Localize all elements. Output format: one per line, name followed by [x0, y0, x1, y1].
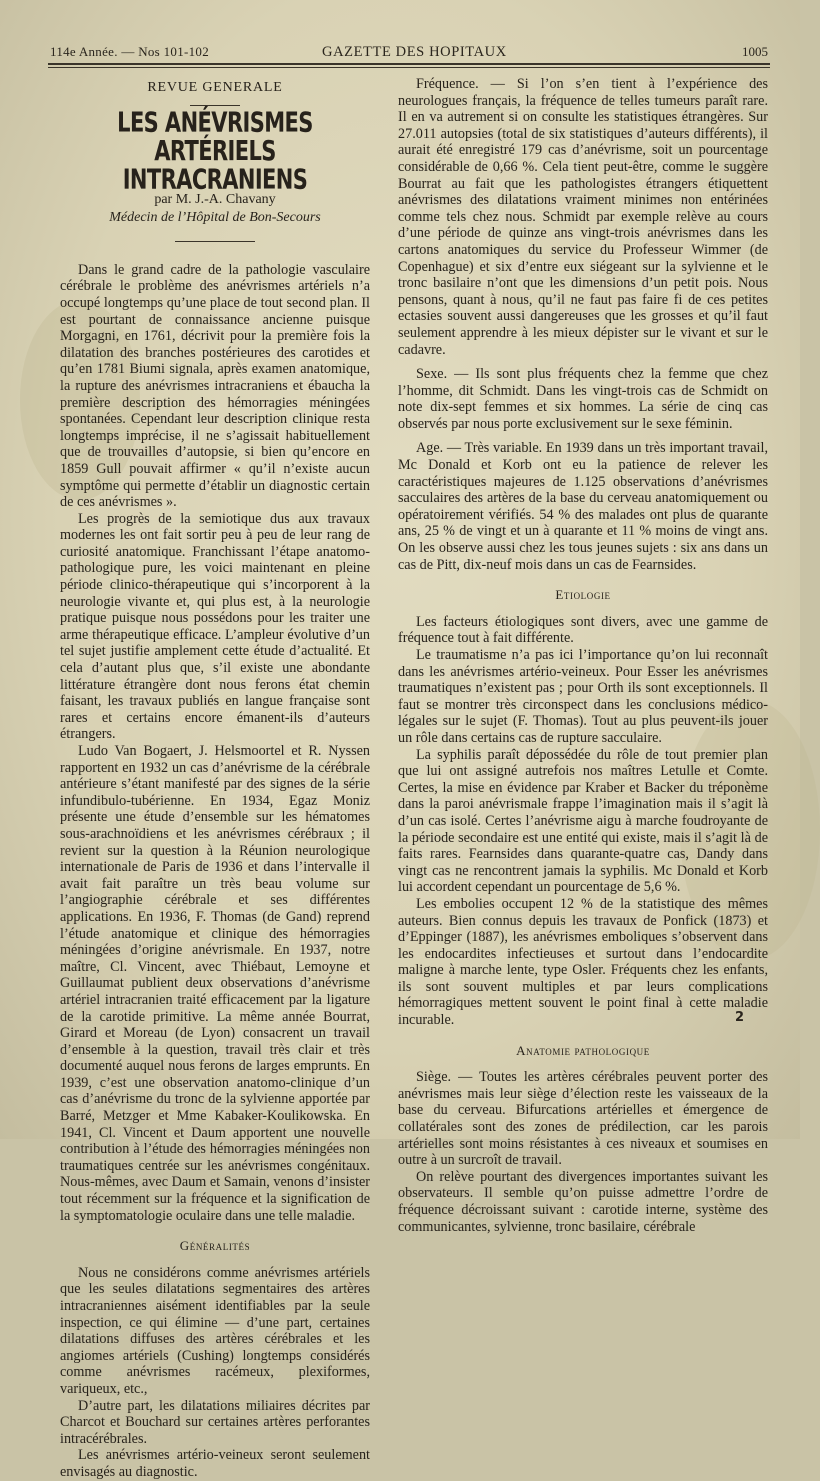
author-line: par M. J.-A. Chavany	[154, 191, 276, 207]
header-rule	[48, 63, 770, 65]
page-number: 1005	[742, 44, 768, 59]
journal-title: GAZETTE DES HOPITAUX	[322, 44, 507, 60]
paragraph: Les facteurs étiologiques sont divers, avec une gamme de fréquence tout à fait différente.	[398, 613, 768, 647]
paragraph-sexe: Sexe. — Ils sont plus fréquents chez la femme que chez l’homme, dit Schmidt. Dans les vingt-trois cas de Schmidt on note dix-sept femmes et six hommes. La série de cinq cas observés par nous porte exclusivement sur le sexe féminin.	[398, 366, 768, 432]
header-rule-thin	[48, 67, 770, 68]
paragraph-frequence: Fréquence. — Si l’on s’en tient à l’expérience des neurologues français, la fréquence de telles tumeurs paraît rare. Il en va autrement si on consulte les statistiques étrangères. Sur 27.011 autopsies (total de six statistiques d’auteurs différents), il aurait été enregistré 179 cas d’anévrisme, soit un pourcentage considérable de 0,66 %. Cela tient peut-être, comme le suggère Bourrat au fait que les pathologistes étrangers étiquettent anévrismes des dilatations vraiment minimes non entérinées comme tels chez nous. Schmidt par exemple relève au cours d’une période de quinze ans vingt-trois anévrismes dans les cartons anatomiques du service du Professeur Wimmer (de Copenhague) et six d’entre eux siégeant sur la sylvienne et le tronc basilaire n’ont que les dimensions d’un petit pois. Nous pensons, quant à nous, qu’il ne faut pas faire fi de ces petites ectasies souvent aussi dangereuses que les grosses et qu’il faut seulement apprendre à les mieux dépister sur le vivant et sur le cadavre.	[398, 76, 768, 358]
right-column	[398, 76, 768, 1235]
paragraph: La syphilis paraît dépossédée du rôle de tout premier plan que lui ont assigné autrefois nos maîtres Letulle et Comte. Certes, la mise en évidence par Kraber et Backer du tréponème dans la paroi anévrismale frappe l’imagination mais il s’agit là d’un cas isolé. Certes l’anévrisme aigu à marche foudroyante de la période secondaire est une entité qui existe, mais il s’agit là de faits rares. Fearnsides dans quarante-quatre cas, Dandy dans vingt cas ne rencontrent jamais la syphilis. Mc Donald et Korb lui accordent cependant un pourcentage de 5,6 %.	[398, 746, 768, 896]
article-headline: LES ANÉVRISMES ARTÉRIELS INTRACRANIENS	[117, 106, 313, 195]
paragraph: Dans le grand cadre de la pathologie vasculaire cérébrale le problème des anévrismes artériels n’a occupé longtemps qu’une place de tout second plan. Il est pourtant de connaissance ancienne puisque Morgagni, en 1761, décrivit pour la première fois la dilatation des branches postérieures des carotides et qu’en 1781 Biumi signala, après examen anatomique, la rupture des anévrismes intracraniens et ébaucha la première description des hémorragies méningées spontanées. Cependant leur description clinique resta longtemps imprécise, il ne s’agissait habituellement que de trouvailles d’autopsie, si bien qu’encore en 1859 Gull pouvait affirmer « qu’il n’existe aucun symptôme qui permette d’établir un diagnostic certain de ces anévrismes ».	[60, 261, 370, 511]
section-heading-etiologie: Etiologie	[555, 587, 611, 603]
paragraph: On relève pourtant des divergences importantes suivant les observateurs. Il semble qu’on puisse admettre l’ordre de fréquence décroissant suivant : carotide interne, système des communicantes, sylvienne, tronc basilaire, cérébrale	[398, 1168, 768, 1235]
title-rule	[175, 241, 255, 242]
section-heading-generalites: Généralités	[179, 1238, 251, 1254]
paragraph: Les anévrismes artério-veineux seront seulement envisagés au diagnostic.	[60, 1447, 370, 1480]
paragraph-age: Age. — Très variable. En 1939 dans un très important travail, Mc Donald et Korb ont eu la patience de relever les caractéristiques majeures de 1.125 observations d’anévrismes sacculaires des artères de la base du cerveau anatomiquement ou opératoirement vérifiés. 54 % des malades ont plus de quarante ans, 25 % de vingt et un à quarante et 11 % moins de vingt ans. On les observe aussi chez les tous jeunes sujets : six ans dans un cas de Pitt, dix-neuf mois dans un cas de Fearnsides.	[398, 440, 768, 573]
paragraph: Le traumatisme n’a pas ici l’importance qu’on lui reconnaît dans les anévrismes artério-veineux. Pour Esser les anévrismes traumatiques n’existent pas ; pour Orth ils sont exceptionnels. Il faut se montrer très circonspect dans les conclusions médico-légales sur le sujet (F. Thomas). Tout au plus peuvent-ils jouer un rôle dans certains cas de rupture sacculaire.	[398, 647, 768, 746]
rubric-rule	[190, 105, 240, 106]
left-column	[60, 76, 370, 1481]
section-heading-anatomie: Anatomie pathologique	[516, 1042, 650, 1058]
paragraph: Nous ne considérons comme anévrismes artériels que les seules dilatations segmentaires des artères intracraniennes aisément identifiables par la seule inspection, ce qui élimine — d’une part, certaines dilatations diffuses des artères cérébrales et les angiomes artériels (Cushing) longtemps considérés comme anévrismes racémeux, plexiformes, variqueux, etc.,	[60, 1264, 370, 1397]
paragraph: Ludo Van Bogaert, J. Helsmoortel et R. Nyssen rapportent en 1932 un cas d’anévrisme de la cérébrale antérieure s’étant manifesté par des signes de la série infundibulo-tubérienne. En 1934, Egaz Moniz présente une étude d’ensemble sur les hématomes sous-arachnoïdiens et les anévrismes cérébraux ; il revient sur la question à la Réunion neurologique internationale de Paris de 1936 et dans l’intervalle il avait fait paraître un très beau volume sur l’angiographie cérébrale et ses différentes applications. En 1936, F. Thomas (de Gand) reprend l’étude anatomique et clinique des hémorragies méningées d’origine anévrismale. En 1937, notre maître, Cl. Vincent, avec Thiébaut, Lemoyne et Guillaumat publient deux observations d’anévrisme artériel intracranien traité efficacement par la ligature de la carotide primitive. La même année Bourrat, Girard et Moreau (de Lyon) consacrent un travail d’ensemble à la question, travail très clair et très documenté auquel nous ferons de larges emprunts. En 1939, c’est une observation anatomo-clinique d’un cas d’anévrisme du tronc de la sylvienne apportée par Barré, Metzger et Mme Kabaker-Koulikowska. En 1941, Cl. Vincent et Daum apportent une nouvelle contribution à l’étude des hémorragies méningées non traumatiques centrée sur les anévrismes congénitaux. Nous-mêmes, avec Daum et Samain, venons d’insister tout récemment sur la fréquence et la signification de la symptomatologie oculaire dans une telle maladie.	[60, 743, 370, 1224]
paragraph: Les embolies occupent 12 % de la statistique des mêmes auteurs. Bien connus depuis les travaux de Ponfick (1873) et d’Eppinger (1887), les anévrismes emboliques s’observent dans les endocardites infectieuses et surtout dans l’endocardite maligne à marche lente, type Osler. Fréquents chez les enfants, ils sont souvent multiples et par leurs complications hémorragiques mettent souvent le point final à cette maladie incurable.	[398, 895, 768, 1029]
sheet-mark: 2	[735, 1010, 745, 1025]
paragraph: Les progrès de la semiotique dus aux travaux modernes les ont fait sortir peu à peu de leur rang de curiosité anatomique. Franchissant l’étape anatomo-pathologique pure, les voici maintenant en pleine période clinico-thérapeutique qui s’incorporent à la neurologie vivante et, qui plus est, à la neurologie pratique puisque nous possédons pour les traiter une arme thérapeutique efficace. L’ampleur évolutive d’un tel sujet justifie amplement cette étude d’actualité. Et cela d’autant plus que, s’il existe une abondante littérature étrangère dont nous ferons état chemin faisant, les travaux publiés en langue française sont rares et certains encore émanent-ils d’auteurs étrangers.	[60, 510, 370, 743]
issue-number: 114e Année. — Nos 101-102	[50, 44, 210, 59]
rubric: REVUE GENERALE	[147, 80, 283, 95]
running-header	[50, 44, 768, 62]
paragraph: D’autre part, les dilatations miliaires décrites par Charcot et Bouchard sur certaines artères perforantes intracérébrales.	[60, 1397, 370, 1447]
paragraph: Siège. — Toutes les artères cérébrales peuvent porter des anévrismes mais leur siège d’élection reste les vaisseaux de la base du cerveau. Bifurcations artérielles et émergence de collatérales sont des zones de prédilection, car les parois artérielles sont moins résistantes à ces niveaux et soumises en outre à un surcroît de travail.	[398, 1069, 768, 1169]
author-affiliation: Médecin de l’Hôpital de Bon-Secours	[109, 210, 321, 226]
